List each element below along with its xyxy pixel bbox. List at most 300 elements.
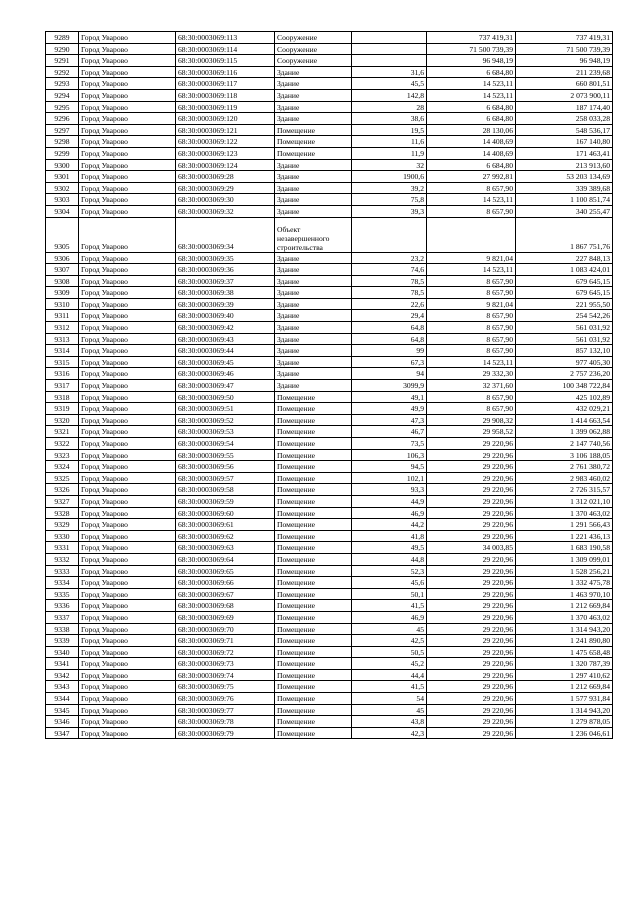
cell-row-number: 9338 — [46, 623, 79, 635]
cell-object-type: Здание — [275, 287, 352, 299]
cell-specific-value: 29 220,96 — [427, 623, 516, 635]
cell-row-number: 9297 — [46, 124, 79, 136]
cell-row-number: 9340 — [46, 646, 79, 658]
cell-object-type: Здание — [275, 368, 352, 380]
cell-area: 44,8 — [352, 553, 427, 565]
cell-area: 64,8 — [352, 322, 427, 334]
cell-object-type: Сооружение — [275, 43, 352, 55]
cell-cadastral-number: 68:30:0003069:114 — [176, 43, 275, 55]
cell-municipality: Город Уварово — [79, 495, 176, 507]
cell-municipality: Город Уварово — [79, 484, 176, 496]
table-row — [46, 159, 613, 171]
cell-cadastral-value: 1 320 787,39 — [516, 658, 613, 670]
cell-specific-value: 29 220,96 — [427, 588, 516, 600]
table-row — [46, 113, 613, 125]
cell-cadastral-value: 1 279 878,05 — [516, 716, 613, 728]
cell-cadastral-value: 1 312 021,10 — [516, 495, 613, 507]
cell-area: 78,5 — [352, 287, 427, 299]
cell-object-type: Помещение — [275, 693, 352, 705]
cell-row-number: 9294 — [46, 89, 79, 101]
cell-area: 3099,9 — [352, 380, 427, 392]
table-row — [46, 727, 613, 739]
table-row — [46, 704, 613, 716]
cell-cadastral-value: 258 033,28 — [516, 113, 613, 125]
cell-cadastral-number: 68:30:0003069:118 — [176, 89, 275, 101]
table-row — [46, 646, 613, 658]
table-row — [46, 519, 613, 531]
cell-area — [352, 43, 427, 55]
cell-cadastral-value: 2 147 740,56 — [516, 438, 613, 450]
cell-area — [352, 55, 427, 67]
cell-specific-value: 29 908,32 — [427, 414, 516, 426]
cell-cadastral-number: 68:30:0003069:42 — [176, 322, 275, 334]
cell-cadastral-number: 68:30:0003069:113 — [176, 32, 275, 44]
cell-object-type: Помещение — [275, 588, 352, 600]
cell-object-type: Помещение — [275, 438, 352, 450]
table-row — [46, 55, 613, 67]
cell-object-type: Здание — [275, 194, 352, 206]
cell-row-number: 9323 — [46, 449, 79, 461]
cell-cadastral-number: 68:30:0003069:53 — [176, 426, 275, 438]
cell-cadastral-value: 1 370 463,02 — [516, 507, 613, 519]
cell-municipality: Город Уварово — [79, 368, 176, 380]
cell-municipality: Город Уварово — [79, 693, 176, 705]
cell-municipality: Город Уварово — [79, 264, 176, 276]
cell-object-type: Помещение — [275, 542, 352, 554]
cell-area: 45,2 — [352, 658, 427, 670]
cell-area: 22,6 — [352, 298, 427, 310]
cell-object-type: Помещение — [275, 530, 352, 542]
cell-object-type: Здание — [275, 345, 352, 357]
cell-specific-value: 8 657,90 — [427, 287, 516, 299]
cell-specific-value: 14 523,11 — [427, 194, 516, 206]
cell-area: 73,5 — [352, 438, 427, 450]
cell-object-type: Здание — [275, 171, 352, 183]
cell-specific-value: 737 419,31 — [427, 32, 516, 44]
cell-area: 41,8 — [352, 530, 427, 542]
table-body — [46, 32, 613, 739]
table-row — [46, 461, 613, 473]
cell-cadastral-value: 221 955,50 — [516, 298, 613, 310]
cell-municipality: Город Уварово — [79, 380, 176, 392]
cell-cadastral-number: 68:30:0003069:116 — [176, 66, 275, 78]
cell-cadastral-number: 68:30:0003069:66 — [176, 577, 275, 589]
cell-specific-value: 29 220,96 — [427, 611, 516, 623]
cell-area — [352, 217, 427, 252]
cell-municipality: Город Уварово — [79, 113, 176, 125]
cell-area: 39,3 — [352, 205, 427, 217]
cell-row-number: 9347 — [46, 727, 79, 739]
cell-municipality: Город Уварово — [79, 646, 176, 658]
cell-object-type: Помещение — [275, 646, 352, 658]
cell-row-number: 9307 — [46, 264, 79, 276]
cell-cadastral-value: 561 031,92 — [516, 333, 613, 345]
cell-object-type: Помещение — [275, 669, 352, 681]
cell-cadastral-number: 68:30:0003069:67 — [176, 588, 275, 600]
cell-municipality: Город Уварово — [79, 727, 176, 739]
cell-cadastral-number: 68:30:0003069:36 — [176, 264, 275, 276]
cell-specific-value: 29 958,52 — [427, 426, 516, 438]
cell-specific-value: 34 003,85 — [427, 542, 516, 554]
cell-cadastral-number: 68:30:0003069:57 — [176, 472, 275, 484]
cell-cadastral-number: 68:30:0003069:70 — [176, 623, 275, 635]
cell-cadastral-number: 68:30:0003069:62 — [176, 530, 275, 542]
cell-object-type: Здание — [275, 89, 352, 101]
cell-cadastral-number: 68:30:0003069:37 — [176, 275, 275, 287]
cell-object-type: Сооружение — [275, 55, 352, 67]
cell-area: 54 — [352, 693, 427, 705]
cell-object-type: Здание — [275, 66, 352, 78]
cell-area: 44,4 — [352, 669, 427, 681]
cell-area: 45 — [352, 704, 427, 716]
cell-municipality: Город Уварово — [79, 507, 176, 519]
cell-area: 45,6 — [352, 577, 427, 589]
cell-cadastral-value: 857 132,10 — [516, 345, 613, 357]
cell-cadastral-number: 68:30:0003069:39 — [176, 298, 275, 310]
cell-object-type: Здание — [275, 182, 352, 194]
cell-cadastral-value: 679 645,15 — [516, 275, 613, 287]
cell-specific-value: 29 220,96 — [427, 484, 516, 496]
cell-row-number: 9311 — [46, 310, 79, 322]
cell-cadastral-number: 68:30:0003069:121 — [176, 124, 275, 136]
cell-specific-value: 29 220,96 — [427, 530, 516, 542]
cell-specific-value: 14 408,69 — [427, 147, 516, 159]
cell-area: 23,2 — [352, 252, 427, 264]
table-row — [46, 658, 613, 670]
cell-area: 28 — [352, 101, 427, 113]
cell-specific-value: 29 220,96 — [427, 681, 516, 693]
cell-specific-value: 29 220,96 — [427, 472, 516, 484]
cell-object-type: Помещение — [275, 635, 352, 647]
cell-cadastral-value: 1 241 890,80 — [516, 635, 613, 647]
cell-object-type: Здание — [275, 380, 352, 392]
cell-row-number: 9299 — [46, 147, 79, 159]
cell-area: 11,9 — [352, 147, 427, 159]
cell-municipality: Город Уварово — [79, 588, 176, 600]
cell-area: 45,5 — [352, 78, 427, 90]
cell-area: 49,1 — [352, 391, 427, 403]
cell-cadastral-value: 2 726 315,57 — [516, 484, 613, 496]
table-row — [46, 287, 613, 299]
cell-object-type: Здание — [275, 159, 352, 171]
cell-row-number: 9295 — [46, 101, 79, 113]
cell-cadastral-number: 68:30:0003069:68 — [176, 600, 275, 612]
cell-specific-value: 29 220,96 — [427, 635, 516, 647]
cell-row-number: 9343 — [46, 681, 79, 693]
table-row — [46, 368, 613, 380]
cell-row-number: 9335 — [46, 588, 79, 600]
cell-specific-value: 29 220,96 — [427, 704, 516, 716]
cell-area: 67,3 — [352, 356, 427, 368]
cell-specific-value: 8 657,90 — [427, 345, 516, 357]
cell-row-number: 9290 — [46, 43, 79, 55]
cell-area: 78,5 — [352, 275, 427, 287]
cell-cadastral-number: 68:30:0003069:119 — [176, 101, 275, 113]
cell-area: 94 — [352, 368, 427, 380]
cell-specific-value: 29 332,30 — [427, 368, 516, 380]
cell-row-number: 9324 — [46, 461, 79, 473]
cell-municipality: Город Уварово — [79, 66, 176, 78]
cell-cadastral-value: 1 370 463,02 — [516, 611, 613, 623]
cell-row-number: 9293 — [46, 78, 79, 90]
cell-cadastral-number: 68:30:0003069:65 — [176, 565, 275, 577]
cell-object-type: Помещение — [275, 461, 352, 473]
cell-object-type: Помещение — [275, 623, 352, 635]
table-row — [46, 553, 613, 565]
cell-object-type: Помещение — [275, 495, 352, 507]
cell-cadastral-value: 2 983 460,02 — [516, 472, 613, 484]
cell-cadastral-number: 68:30:0003069:124 — [176, 159, 275, 171]
cell-object-type: Здание — [275, 101, 352, 113]
table-row — [46, 681, 613, 693]
cell-row-number: 9342 — [46, 669, 79, 681]
cell-specific-value: 29 220,96 — [427, 461, 516, 473]
cell-row-number: 9308 — [46, 275, 79, 287]
cell-specific-value: 27 992,81 — [427, 171, 516, 183]
cell-area: 75,8 — [352, 194, 427, 206]
cell-cadastral-number: 68:30:0003069:122 — [176, 136, 275, 148]
table-row — [46, 101, 613, 113]
table-row — [46, 66, 613, 78]
cell-cadastral-number: 68:30:0003069:32 — [176, 205, 275, 217]
cell-cadastral-value: 2 073 900,11 — [516, 89, 613, 101]
cell-object-type: Помещение — [275, 658, 352, 670]
cell-municipality: Город Уварово — [79, 194, 176, 206]
cell-municipality: Город Уварово — [79, 565, 176, 577]
cell-cadastral-value: 1 399 062,88 — [516, 426, 613, 438]
cell-area: 42,5 — [352, 635, 427, 647]
cell-area: 94,5 — [352, 461, 427, 473]
cell-cadastral-number: 68:30:0003069:34 — [176, 217, 275, 252]
cell-cadastral-number: 68:30:0003069:52 — [176, 414, 275, 426]
cell-cadastral-value: 1 475 658,48 — [516, 646, 613, 658]
cell-cadastral-value: 1 221 436,13 — [516, 530, 613, 542]
cell-specific-value: 29 220,96 — [427, 507, 516, 519]
cell-cadastral-number: 68:30:0003069:56 — [176, 461, 275, 473]
cell-row-number: 9316 — [46, 368, 79, 380]
table-row — [46, 449, 613, 461]
cell-specific-value: 29 220,96 — [427, 600, 516, 612]
cell-cadastral-number: 68:30:0003069:64 — [176, 553, 275, 565]
cell-cadastral-value: 96 948,19 — [516, 55, 613, 67]
cell-cadastral-value: 1 314 943,20 — [516, 623, 613, 635]
cell-row-number: 9336 — [46, 600, 79, 612]
cell-object-type: Помещение — [275, 507, 352, 519]
cell-municipality: Город Уварово — [79, 658, 176, 670]
cell-row-number: 9330 — [46, 530, 79, 542]
table-row — [46, 380, 613, 392]
cell-cadastral-value: 213 913,60 — [516, 159, 613, 171]
table-row — [46, 217, 613, 252]
cell-specific-value: 29 220,96 — [427, 565, 516, 577]
cell-municipality: Город Уварово — [79, 287, 176, 299]
cell-row-number: 9321 — [46, 426, 79, 438]
cell-municipality: Город Уварово — [79, 275, 176, 287]
cell-municipality: Город Уварово — [79, 681, 176, 693]
cell-row-number: 9301 — [46, 171, 79, 183]
table-row — [46, 298, 613, 310]
cell-cadastral-value: 1 309 099,01 — [516, 553, 613, 565]
cell-specific-value — [427, 217, 516, 252]
cell-cadastral-number: 68:30:0003069:76 — [176, 693, 275, 705]
cell-row-number: 9302 — [46, 182, 79, 194]
cell-row-number: 9346 — [46, 716, 79, 728]
cell-cadastral-value: 737 419,31 — [516, 32, 613, 44]
cell-object-type: Здание — [275, 322, 352, 334]
cell-cadastral-value: 227 848,13 — [516, 252, 613, 264]
table-row — [46, 693, 613, 705]
cell-cadastral-value: 1 297 410,62 — [516, 669, 613, 681]
table-row — [46, 275, 613, 287]
cell-row-number: 9318 — [46, 391, 79, 403]
cell-municipality: Город Уварово — [79, 322, 176, 334]
cell-specific-value: 8 657,90 — [427, 333, 516, 345]
cell-area: 106,3 — [352, 449, 427, 461]
table-row — [46, 264, 613, 276]
table-row — [46, 635, 613, 647]
cell-cadastral-number: 68:30:0003069:123 — [176, 147, 275, 159]
cell-object-type: Здание — [275, 205, 352, 217]
cell-row-number: 9339 — [46, 635, 79, 647]
cell-row-number: 9300 — [46, 159, 79, 171]
cell-cadastral-number: 68:30:0003069:117 — [176, 78, 275, 90]
cell-municipality: Город Уварово — [79, 55, 176, 67]
cell-cadastral-value: 339 389,68 — [516, 182, 613, 194]
cell-cadastral-value: 211 239,68 — [516, 66, 613, 78]
cell-specific-value: 29 220,96 — [427, 519, 516, 531]
cell-cadastral-number: 68:30:0003069:74 — [176, 669, 275, 681]
cell-object-type: Помещение — [275, 565, 352, 577]
table-row — [46, 32, 613, 44]
cell-cadastral-number: 68:30:0003069:72 — [176, 646, 275, 658]
cell-area: 41,5 — [352, 600, 427, 612]
table-row — [46, 426, 613, 438]
table-row — [46, 495, 613, 507]
cell-specific-value: 9 821,04 — [427, 252, 516, 264]
cell-cadastral-number: 68:30:0003069:45 — [176, 356, 275, 368]
cell-cadastral-value: 548 536,17 — [516, 124, 613, 136]
cell-area: 50,1 — [352, 588, 427, 600]
cell-municipality: Город Уварово — [79, 530, 176, 542]
table-row — [46, 391, 613, 403]
cell-cadastral-number: 68:30:0003069:43 — [176, 333, 275, 345]
cell-municipality: Город Уварово — [79, 252, 176, 264]
cell-area: 64,8 — [352, 333, 427, 345]
table-row — [46, 205, 613, 217]
cell-object-type: Сооружение — [275, 32, 352, 44]
cell-area: 49,9 — [352, 403, 427, 415]
cell-specific-value: 29 220,96 — [427, 727, 516, 739]
table-row — [46, 194, 613, 206]
cell-specific-value: 6 684,80 — [427, 113, 516, 125]
cell-cadastral-number: 68:30:0003069:61 — [176, 519, 275, 531]
table-row — [46, 414, 613, 426]
cell-municipality: Город Уварово — [79, 345, 176, 357]
cell-object-type: Помещение — [275, 681, 352, 693]
cell-row-number: 9304 — [46, 205, 79, 217]
cell-area: 38,6 — [352, 113, 427, 125]
cell-area: 46,7 — [352, 426, 427, 438]
cell-specific-value: 8 657,90 — [427, 322, 516, 334]
cell-cadastral-value: 100 348 722,84 — [516, 380, 613, 392]
cell-object-type: Помещение — [275, 136, 352, 148]
cell-row-number: 9298 — [46, 136, 79, 148]
cell-specific-value: 14 523,11 — [427, 264, 516, 276]
cell-row-number: 9306 — [46, 252, 79, 264]
cell-specific-value: 29 220,96 — [427, 553, 516, 565]
cell-cadastral-number: 68:30:0003069:55 — [176, 449, 275, 461]
cell-specific-value: 6 684,80 — [427, 159, 516, 171]
cell-cadastral-value: 1 332 475,78 — [516, 577, 613, 589]
cell-row-number: 9331 — [46, 542, 79, 554]
cell-municipality: Город Уварово — [79, 310, 176, 322]
cell-cadastral-value: 340 255,47 — [516, 205, 613, 217]
cell-cadastral-number: 68:30:0003069:46 — [176, 368, 275, 380]
cell-cadastral-value: 1 212 669,84 — [516, 681, 613, 693]
cell-cadastral-number: 68:30:0003069:28 — [176, 171, 275, 183]
cell-cadastral-number: 68:30:0003069:51 — [176, 403, 275, 415]
cell-municipality: Город Уварово — [79, 391, 176, 403]
cell-municipality: Город Уварово — [79, 403, 176, 415]
cell-specific-value: 14 523,11 — [427, 78, 516, 90]
cell-row-number: 9313 — [46, 333, 79, 345]
cell-area: 44,9 — [352, 495, 427, 507]
cell-object-type: Здание — [275, 298, 352, 310]
cell-municipality: Город Уварово — [79, 171, 176, 183]
cell-row-number: 9303 — [46, 194, 79, 206]
cell-area: 99 — [352, 345, 427, 357]
cell-object-type: Помещение — [275, 600, 352, 612]
cell-area: 74,6 — [352, 264, 427, 276]
cell-area: 46,9 — [352, 507, 427, 519]
cell-municipality: Город Уварово — [79, 32, 176, 44]
cell-row-number: 9325 — [46, 472, 79, 484]
cell-cadastral-value: 2 757 236,20 — [516, 368, 613, 380]
cell-cadastral-number: 68:30:0003069:58 — [176, 484, 275, 496]
cell-cadastral-number: 68:30:0003069:73 — [176, 658, 275, 670]
cell-row-number: 9322 — [46, 438, 79, 450]
table-row — [46, 472, 613, 484]
table-row — [46, 182, 613, 194]
cell-object-type: Здание — [275, 333, 352, 345]
cell-cadastral-number: 68:30:0003069:75 — [176, 681, 275, 693]
table-row — [46, 252, 613, 264]
cell-cadastral-value: 3 106 188,05 — [516, 449, 613, 461]
table-row — [46, 147, 613, 159]
cell-cadastral-number: 68:30:0003069:78 — [176, 716, 275, 728]
cell-municipality: Город Уварово — [79, 542, 176, 554]
cell-row-number: 9310 — [46, 298, 79, 310]
table-row — [46, 438, 613, 450]
cell-specific-value: 29 220,96 — [427, 449, 516, 461]
cell-cadastral-value: 1 083 424,01 — [516, 264, 613, 276]
cell-area: 19,5 — [352, 124, 427, 136]
cell-municipality: Город Уварово — [79, 438, 176, 450]
table-row — [46, 322, 613, 334]
cell-cadastral-value: 1 528 256,21 — [516, 565, 613, 577]
cell-object-type: Помещение — [275, 577, 352, 589]
cell-municipality: Город Уварово — [79, 472, 176, 484]
cell-cadastral-number: 68:30:0003069:77 — [176, 704, 275, 716]
cell-object-type: Помещение — [275, 553, 352, 565]
cell-cadastral-number: 68:30:0003069:79 — [176, 727, 275, 739]
cell-cadastral-value: 660 801,51 — [516, 78, 613, 90]
cell-specific-value: 8 657,90 — [427, 205, 516, 217]
table-row — [46, 78, 613, 90]
cell-cadastral-value: 254 542,26 — [516, 310, 613, 322]
cell-area: 142,8 — [352, 89, 427, 101]
cell-specific-value: 6 684,80 — [427, 101, 516, 113]
